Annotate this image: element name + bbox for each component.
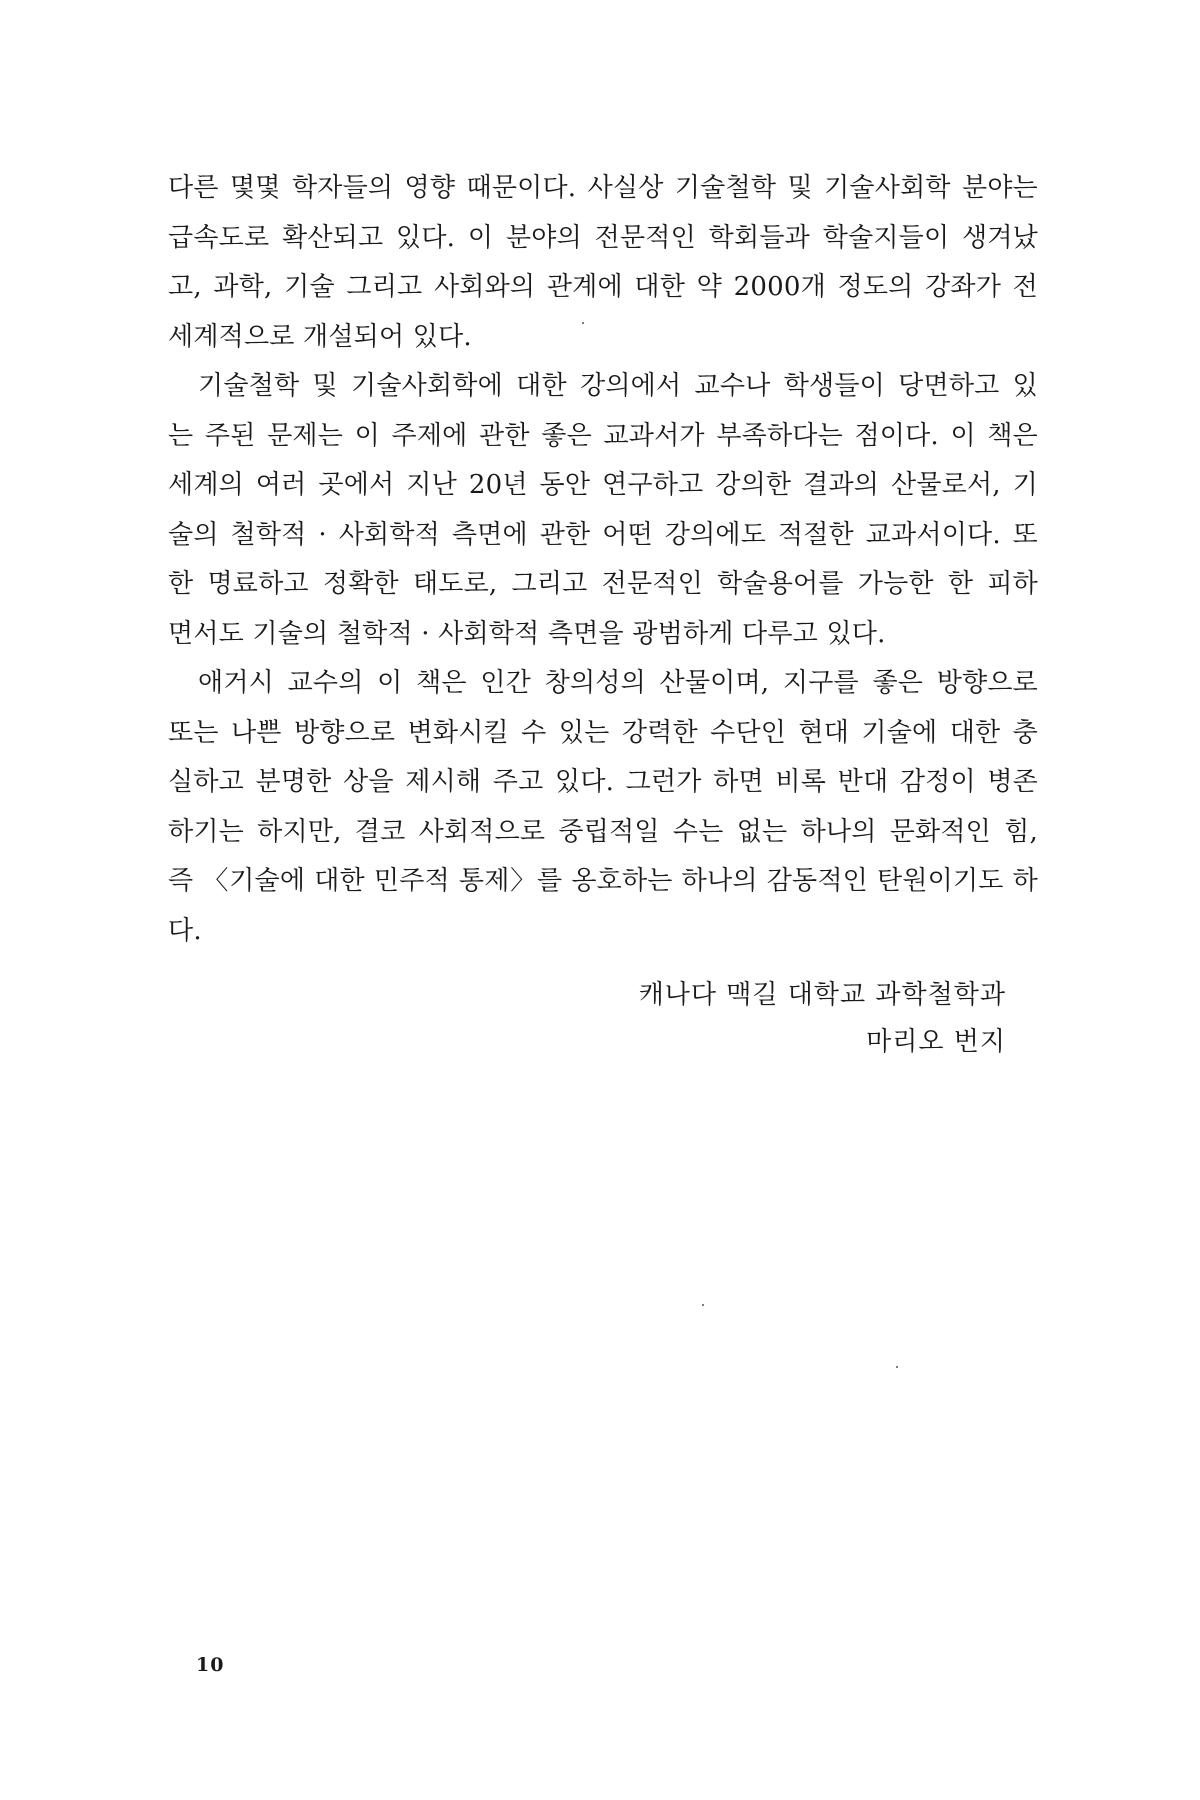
text-line: 또는 나쁜 방향으로 변화시킬 수 있는 강력한 수단인 현대 기술에 대한 충 bbox=[168, 717, 1038, 748]
text-line: 는 주된 문제는 이 주제에 관한 좋은 교과서가 부족하다는 점이다. 이 책은 bbox=[168, 420, 1038, 451]
body-text bbox=[168, 164, 1038, 956]
paragraph bbox=[168, 362, 1038, 659]
signature-block bbox=[639, 972, 1006, 1066]
text-line: 세계적으로 개설되어 있다. bbox=[168, 321, 472, 352]
paragraph bbox=[168, 164, 1038, 362]
text-line: 면서도 기술의 철학적 · 사회학적 측면을 광범하게 다루고 있다. bbox=[168, 618, 886, 649]
scan-speck bbox=[896, 1366, 898, 1368]
text-line: 애거시 교수의 이 책은 인간 창의성의 산물이며, 지구를 좋은 방향으로 bbox=[198, 668, 1038, 698]
text-line: 하기는 하지만, 결코 사회적으로 중립적일 수는 없는 하나의 문화적인 힘, bbox=[168, 816, 1038, 847]
author-affiliation: 캐나다 맥길 대학교 과학철학과 bbox=[638, 980, 1006, 1010]
paragraph bbox=[168, 659, 1038, 956]
page-number: 10 bbox=[196, 1654, 225, 1676]
author-name: 마리오 번지 bbox=[866, 1027, 1006, 1057]
scan-speck bbox=[702, 1304, 704, 1306]
text-line: 세계의 여러 곳에서 지난 20년 동안 연구하고 강의한 결과의 산물로서, 기 bbox=[168, 470, 1038, 500]
text-line: 실하고 분명한 상을 제시해 주고 있다. 그런가 하면 비록 반대 감정이 병존 bbox=[168, 767, 1038, 797]
scan-speck bbox=[582, 322, 584, 324]
text-line: 급속도로 확산되고 있다. 이 분야의 전문적인 학회들과 학술지들이 생겨났 bbox=[168, 222, 1038, 253]
text-line: 다. bbox=[168, 915, 202, 946]
text-line: 고, 과학, 기술 그리고 사회와의 관계에 대한 약 2000개 정도의 강좌가 전 bbox=[168, 272, 1038, 302]
text-line: 한 명료하고 정확한 태도로, 그리고 전문적인 학술용어를 가능한 한 피하 bbox=[168, 569, 1038, 599]
text-line: 기술철학 및 기술사회학에 대한 강의에서 교수나 학생들이 당면하고 있 bbox=[198, 371, 1038, 401]
text-line: 즉 〈기술에 대한 민주적 통제〉를 옹호하는 하나의 감동적인 탄원이기도 하 bbox=[168, 866, 1038, 896]
text-line: 술의 철학적 · 사회학적 측면에 관한 어떤 강의에도 적절한 교과서이다. 또 bbox=[168, 519, 1038, 550]
text-line: 다른 몇몇 학자들의 영향 때문이다. 사실상 기술철학 및 기술사회학 분야는 bbox=[168, 173, 1038, 203]
